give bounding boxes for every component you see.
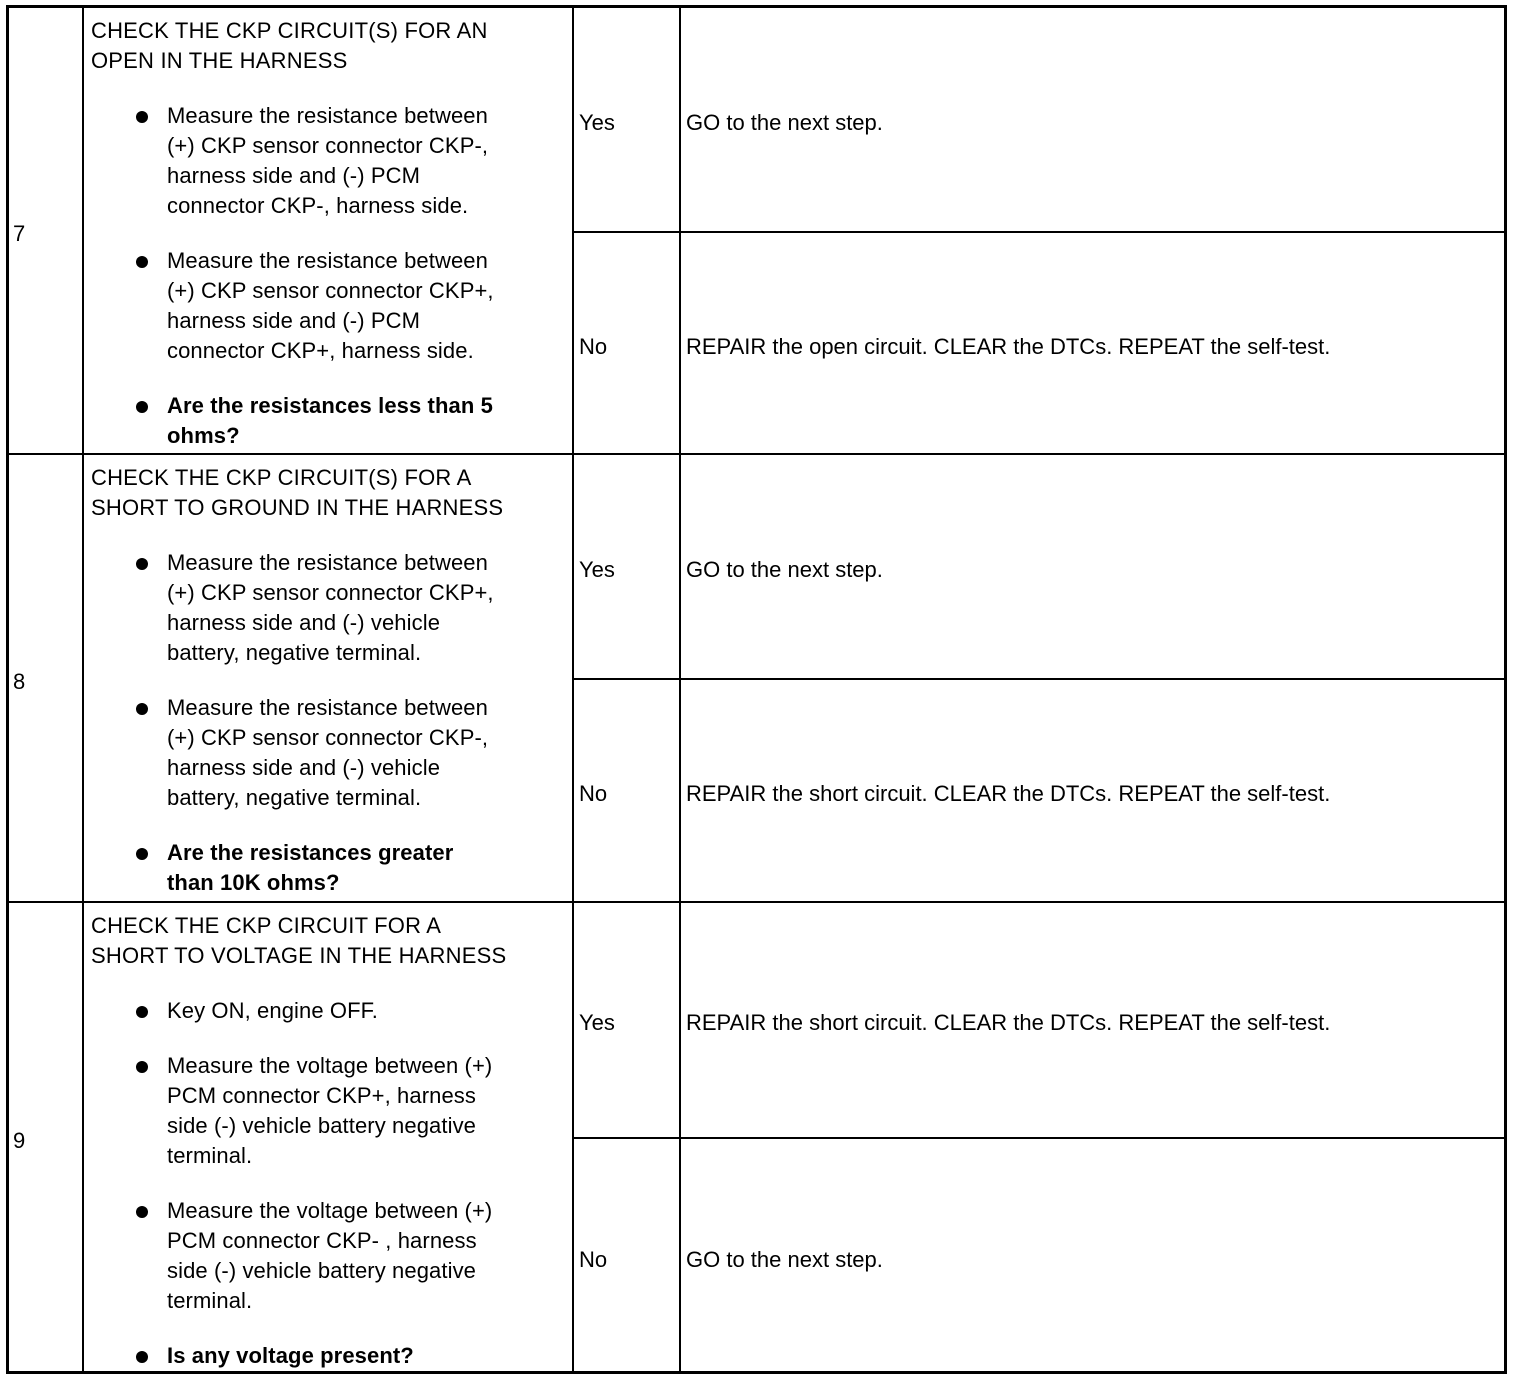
test-steps: [89, 548, 574, 898]
bullet-icon: [136, 1061, 148, 1073]
step-number: 9: [13, 1128, 26, 1153]
bullet-icon: [136, 401, 148, 413]
test-step: Key ON, engine OFF.: [89, 996, 574, 1026]
bullet-icon: [136, 848, 148, 860]
bullet-icon: [136, 703, 148, 715]
test-procedure: [89, 455, 574, 898]
test-procedure: [89, 8, 574, 451]
bullet-icon: [136, 1351, 148, 1363]
no-action: GO to the next step.: [686, 1247, 883, 1272]
test-step: Measure the resistance between (+) CKP sensor connector CKP-, harness side and (-) PCM connector CKP-, harness side.: [89, 101, 574, 221]
step-number: 7: [13, 221, 26, 246]
test-step: Measure the resistance between (+) CKP sensor connector CKP-, harness side and (-) vehicle battery, negative terminal.: [89, 693, 574, 813]
test-step: Measure the voltage between (+) PCM connector CKP+, harness side (-) vehicle battery negative terminal.: [89, 1051, 574, 1171]
test-step: Measure the resistance between (+) CKP sensor connector CKP+, harness side and (-) vehicle battery, negative terminal.: [89, 548, 574, 668]
no-label: No: [579, 1247, 608, 1272]
no-label: No: [579, 334, 608, 359]
test-title: CHECK THE CKP CIRCUIT(S) FOR A SHORT TO GROUND IN THE HARNESS: [91, 465, 504, 520]
test-question: Are the resistances less than 5 ohms?: [89, 391, 574, 451]
answer-divider: [572, 1137, 1504, 1139]
bullet-icon: [136, 1206, 148, 1218]
answer-divider: [572, 678, 1504, 680]
bullet-icon: [136, 1006, 148, 1018]
test-question: Are the resistances greater than 10K ohms?: [89, 838, 574, 898]
yes-label: Yes: [579, 557, 615, 582]
no-label: No: [579, 781, 608, 806]
test-step: Measure the resistance between (+) CKP sensor connector CKP+, harness side and (-) PCM connector CKP+, harness side.: [89, 246, 574, 366]
bullet-icon: [136, 558, 148, 570]
column-divider: [679, 8, 681, 1371]
test-title: CHECK THE CKP CIRCUIT FOR A SHORT TO VOLTAGE IN THE HARNESS: [91, 913, 507, 968]
yes-action: GO to the next step.: [686, 110, 883, 135]
step-number: 8: [13, 669, 26, 694]
yes-label: Yes: [579, 1010, 615, 1035]
answer-divider: [572, 231, 1504, 233]
diagnostic-table: [6, 5, 1507, 1374]
column-divider: [82, 8, 84, 1371]
yes-action: REPAIR the short circuit. CLEAR the DTCs. REPEAT the self-test.: [686, 1010, 1331, 1035]
bullet-icon: [136, 256, 148, 268]
no-action: REPAIR the open circuit. CLEAR the DTCs. REPEAT the self-test.: [686, 334, 1331, 359]
test-steps: [89, 101, 574, 451]
test-step: Measure the voltage between (+) PCM connector CKP- , harness side (-) vehicle battery negative terminal.: [89, 1196, 574, 1316]
test-title: CHECK THE CKP CIRCUIT(S) FOR AN OPEN IN THE HARNESS: [91, 18, 488, 73]
test-steps: [89, 996, 574, 1371]
test-procedure: [89, 903, 574, 1371]
bullet-icon: [136, 111, 148, 123]
no-action: REPAIR the short circuit. CLEAR the DTCs. REPEAT the self-test.: [686, 781, 1331, 806]
yes-label: Yes: [579, 110, 615, 135]
yes-action: GO to the next step.: [686, 557, 883, 582]
test-question: Is any voltage present?: [89, 1341, 574, 1371]
